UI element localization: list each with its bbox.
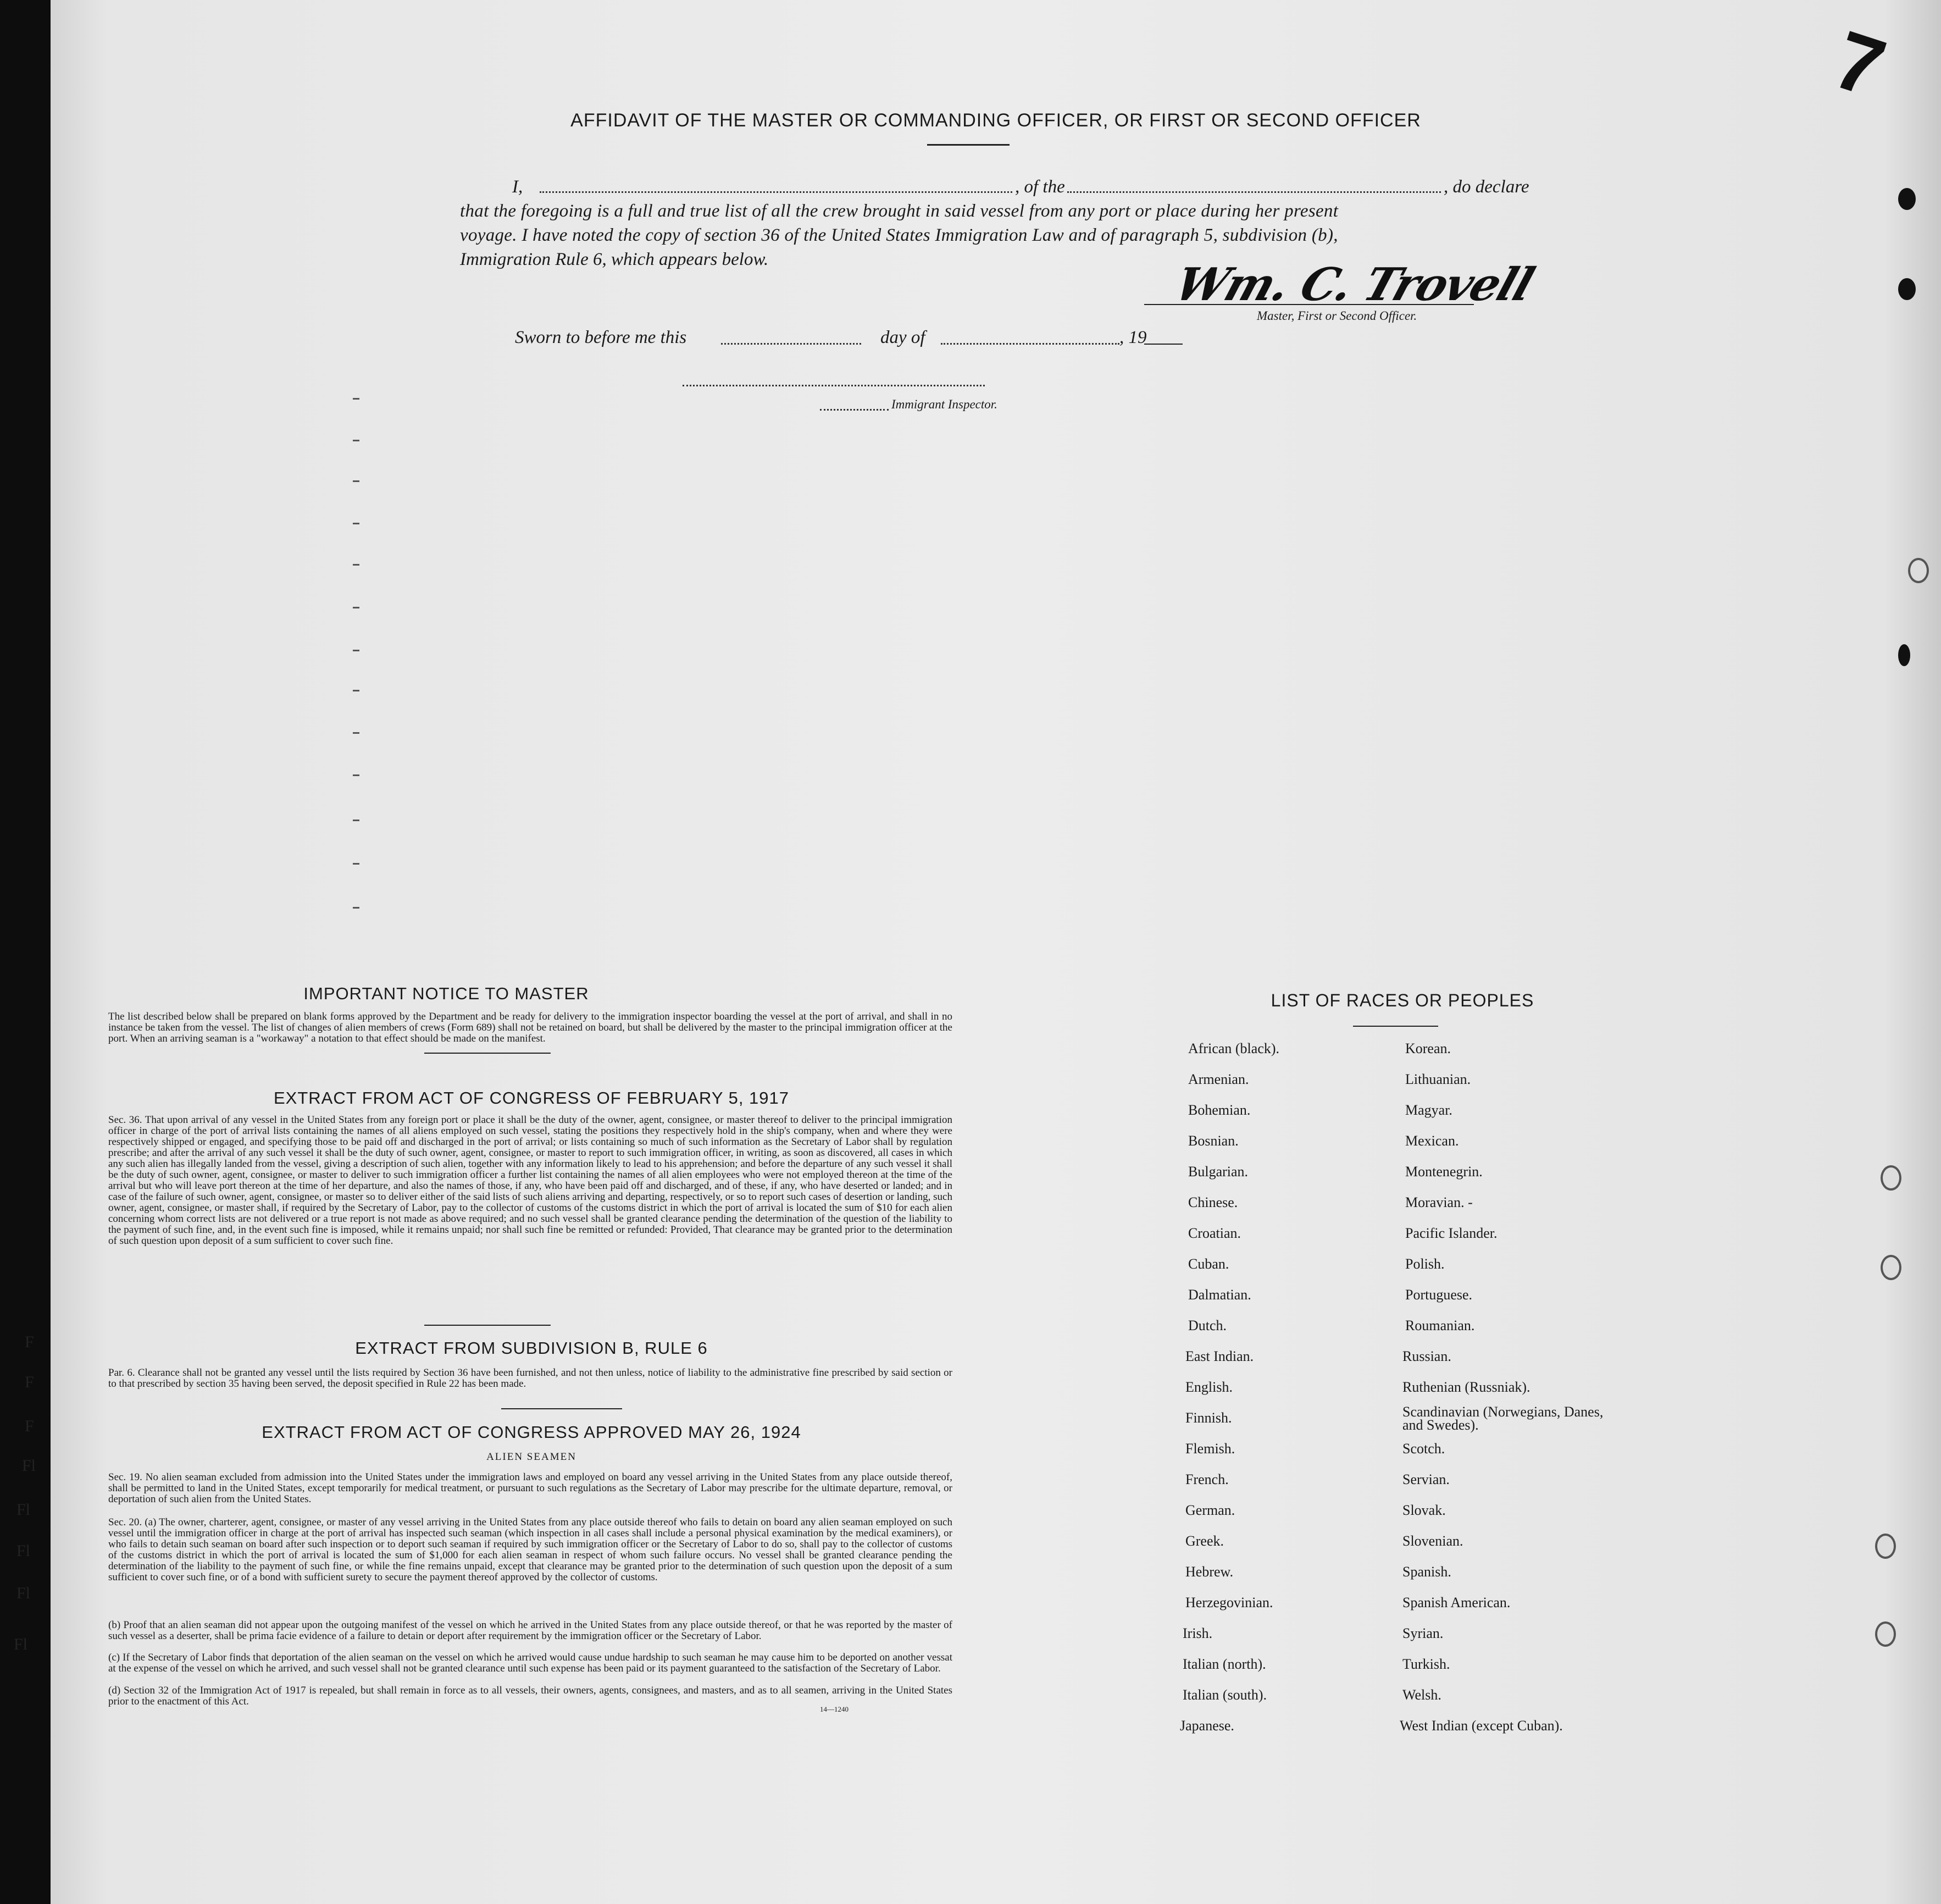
- race-item: Pacific Islander.: [1405, 1225, 1498, 1241]
- extract-1924-sec19: Sec. 19. No alien seaman excluded from admission into the United States under the immigration laws and employed on board any vessel arriving in the United States from any place outside thereof, shall be permitted to land in the United States, except temporarily for medical treatment, or pursuant to such regulations as the Secretary of Labor may prescribe for the ultimate departure, removal, or deportation of such alien from the United States.: [108, 1471, 952, 1505]
- left-edge-mark: Fl: [14, 1635, 28, 1653]
- left-edge-mark: Fl: [16, 1542, 31, 1560]
- notice-title: IMPORTANT NOTICE TO MASTER: [303, 984, 589, 1003]
- race-item: Greek.: [1185, 1533, 1224, 1549]
- margin-tick: [353, 820, 359, 821]
- extract-1924-sec20a: Sec. 20. (a) The owner, charterer, agent, consignee, or master of any vessel arriving in the United States from any place outside thereof who fails to detain on board any alien seaman employed on such vessel until the immigration officer in charge at the port of arrival has inspected such seaman (which inspection in all cases shall include a personal physical examination by the medical examiners), or who fails to detain such seaman on board after such inspection or to deport such seaman if required by such immigration officer or the Secretary of Labor to do so, shall pay to the collector of customs of the customs district in which the port of arrival is located the sum of $1,000 for each alien seaman in respect of whom such failure occurs. No vessel shall be granted clearance pending the determination of the liability to the payment of such fine, or while the fine remains unpaid, except that clearance may be granted prior to the determination of such question upon the deposit of a sum sufficient to cover such fine, or of a bond with sufficient surety to secure the payment thereof approved by the collector of customs.: [108, 1516, 952, 1583]
- race-item: Croatian.: [1188, 1225, 1241, 1241]
- extract-rule6-title: EXTRACT FROM SUBDIVISION B, RULE 6: [355, 1338, 708, 1358]
- margin-tick: [353, 440, 359, 441]
- race-item: East Indian.: [1185, 1348, 1254, 1364]
- master-name-blank: [540, 191, 1012, 193]
- sworn-date-blank: [721, 343, 861, 345]
- race-item: Hebrew.: [1185, 1564, 1234, 1580]
- day-of-label: day of: [880, 328, 925, 347]
- race-item: Bosnian.: [1188, 1133, 1239, 1149]
- binding-hole: [1898, 278, 1916, 300]
- left-edge-mark: F: [25, 1373, 34, 1391]
- margin-tick: [353, 650, 359, 651]
- signature-caption: Master, First or Second Officer.: [1257, 309, 1417, 323]
- master-signature: Wm. C. Trovell: [1168, 258, 1540, 311]
- race-item: French.: [1185, 1471, 1229, 1487]
- race-item: Bulgarian.: [1188, 1164, 1249, 1180]
- race-item: Japanese.: [1180, 1718, 1234, 1734]
- year-label: , 19: [1119, 328, 1147, 347]
- margin-tick: [353, 607, 359, 608]
- extract-1924-sec20d: (d) Section 32 of the Immigration Act of 1917 is repealed, but shall remain in force as to all vessels, their owners, agents, consignees, and masters, and as to all seamen, arriving in the United States prior to the enactment of this Act.: [108, 1685, 952, 1707]
- inspector-signature-blank: [683, 385, 985, 386]
- extract-1917-title: EXTRACT FROM ACT OF CONGRESS OF FEBRUARY 5, 1917: [273, 1088, 790, 1108]
- margin-tick: [353, 523, 359, 524]
- race-item: Montenegrin.: [1405, 1164, 1483, 1180]
- margin-tick: [353, 690, 359, 691]
- binding-hole-ring: [1908, 558, 1929, 583]
- year-blank: [1144, 344, 1183, 345]
- race-item: Cuban.: [1188, 1256, 1229, 1272]
- race-item: Italian (south).: [1183, 1687, 1267, 1703]
- race-item: Servian.: [1402, 1471, 1450, 1487]
- race-item: Bohemian.: [1188, 1102, 1251, 1118]
- race-item: Spanish.: [1402, 1564, 1451, 1580]
- title-underline: [927, 144, 1010, 146]
- left-edge-mark: Fl: [22, 1457, 36, 1475]
- sworn-month-blank: [941, 343, 1119, 345]
- margin-tick: [353, 732, 359, 734]
- notice-text: The list described below shall be prepared on blank forms approved by the Department and be ready for delivery to the immigration inspector boarding the vessel at the port of arrival, and shall in no instance be taken from the vessel. The list of changes of alien members of crews (Form 689) shall not be retained on board, but shall be delivered by the master to the principal immigration officer at the port. When an arriving seaman is a "workaway" a notation to that effect should be made on the manifest.: [108, 1011, 952, 1044]
- affidavit-title: AFFIDAVIT OF THE MASTER OR COMMANDING OFFICER, OR FIRST OR SECOND OFFICER: [570, 110, 1421, 131]
- declaration-line-3: voyage. I have noted the copy of section 36 of the United States Immigration Law and of paragraph 5, subdivision (b),: [460, 225, 1338, 245]
- divider: [424, 1053, 551, 1054]
- race-item: Dutch.: [1188, 1318, 1227, 1333]
- race-item: Irish.: [1183, 1625, 1213, 1641]
- form-number: 14—1240: [820, 1705, 849, 1713]
- binding-hole-ring: [1875, 1621, 1896, 1647]
- declaration-i: I,: [512, 177, 523, 197]
- left-edge-mark: F: [25, 1417, 34, 1435]
- vessel-name-blank: [1067, 191, 1441, 193]
- race-item: Lithuanian.: [1405, 1071, 1471, 1087]
- margin-tick: [353, 907, 359, 909]
- races-title: LIST OF RACES OR PEOPLES: [1271, 990, 1534, 1010]
- margin-tick: [353, 863, 359, 865]
- signature-line: [1144, 304, 1474, 305]
- left-edge-mark: Fl: [16, 1584, 31, 1602]
- alien-seamen-subtitle: ALIEN SEAMEN: [486, 1451, 576, 1463]
- race-item: Dalmatian.: [1188, 1287, 1251, 1303]
- race-item: Italian (north).: [1183, 1656, 1266, 1672]
- extract-1917-text: Sec. 36. That upon arrival of any vessel in the United States from any foreign port or place it shall be the duty of the owner, agent, consignee, or master thereof to deliver to the principal immigration officer in charge of the port of arrival lists containing the names of all aliens employed on such vessel, stating the positions they respectively hold in the ship's company, when and where they were respectively shipped or engaged, and specifying those to be paid off and discharged in the port of arrival; or lists containing so much of such information as the Secretary of Labor shall by regulation prescribe; and after the arrival of any such vessel it shall be the duty of such owner, agent, consignee, or master to report to such immigration officer, in writing, as soon as discovered, all cases in which any such alien has illegally landed from the vessel, giving a description of such alien, together with any information likely to lead to his apprehension; and before the departure of any such vessel it shall be the duty of such owner, agent, consignee, or master to deliver to such immigration officer a further list containing the names of all alien employees who were not employed thereon at the time of the arrival but who will leave port thereon at the time of her departure, and also the names of those, if any, who have been paid off and discharged, and of these, if any, who have deserted or landed; and in case of the failure of such owner, agent, consignee, or master so to deliver either of the said lists of such aliens arriving and departing, respectively, or so to report such cases of desertion or landing, such owner, agent, consignee, or master shall, if required by the Secretary of Labor, pay to the collector of customs of the customs district in which the port of arrival is located the sum of $10 for each alien concerning whom correct lists are not delivered or a true report is not made as above required; and no such vessel shall be granted clearance pending the determination of the question of the liability to the payment of such fine, and, in the event such fine is imposed, while it remains unpaid; nor shall such fine be remitted or refunded: Provided, That clearance may be granted prior to the determination of such question upon deposit of a sum sufficient to cover such fine.: [108, 1114, 952, 1247]
- race-item: Slovak.: [1402, 1502, 1446, 1518]
- inspector-prefix-blank: [820, 409, 889, 411]
- extract-rule6-text: Par. 6. Clearance shall not be granted any vessel until the lists required by Section 36 have been furnished, and not then unless, notice of liability to the administrative fine prescribed by said section or to that prescribed by section 35 having been served, the deposit specified in Rule 22 has been made.: [108, 1367, 952, 1390]
- race-item: Portuguese.: [1405, 1287, 1473, 1303]
- left-edge-mark: Fl: [16, 1501, 31, 1519]
- do-declare-label: , do declare: [1444, 177, 1529, 197]
- race-item: Welsh.: [1402, 1687, 1441, 1703]
- left-edge-mark: F: [25, 1333, 34, 1351]
- race-item: Chinese.: [1188, 1194, 1238, 1210]
- inspector-caption: Immigrant Inspector.: [891, 397, 997, 411]
- sworn-label: Sworn to before me this: [515, 328, 687, 347]
- race-item: African (black).: [1188, 1040, 1280, 1056]
- race-item: English.: [1185, 1379, 1233, 1395]
- margin-tick: [353, 564, 359, 566]
- race-item: Korean.: [1405, 1040, 1451, 1056]
- race-item: Magyar.: [1405, 1102, 1452, 1118]
- race-item: Finnish.: [1185, 1410, 1232, 1426]
- extract-1924-title: EXTRACT FROM ACT OF CONGRESS APPROVED MAY 26, 1924: [262, 1423, 801, 1442]
- race-item: Armenian.: [1188, 1071, 1249, 1087]
- binding-hole: [1898, 188, 1916, 210]
- extract-1924-sec20c: (c) If the Secretary of Labor finds that deportation of the alien seaman on the vessel on which he arrived would cause undue hardship to such seaman he may cause him to be deported on another vessat at the expense of the vessel on which he arrived, and such vessel shall not be granted clearance until such expense has been paid or its payment guaranteed to the satisfaction of the Secretary of Labor.: [108, 1652, 952, 1674]
- binding-hole-ring: [1881, 1255, 1901, 1280]
- race-item: Syrian.: [1402, 1625, 1444, 1641]
- declaration-line-4: Immigration Rule 6, which appears below.: [460, 250, 769, 269]
- race-item: Moravian. -: [1405, 1194, 1473, 1210]
- margin-tick: [353, 398, 359, 400]
- race-item: Mexican.: [1405, 1133, 1459, 1149]
- races-title-underline: [1353, 1026, 1438, 1027]
- race-item: Scotch.: [1402, 1441, 1445, 1457]
- corner-page-mark: 7: [1823, 13, 1896, 115]
- race-item: Ruthenian (Russniak).: [1402, 1379, 1530, 1395]
- of-the-label: , of the: [1015, 177, 1065, 197]
- race-item: Scandinavian (Norwegians, Danes, and Swedes).: [1402, 1404, 1604, 1433]
- race-item: Turkish.: [1402, 1656, 1450, 1672]
- declaration-line-2: that the foregoing is a full and true list of all the crew brought in said vessel from any port or place during her present: [460, 201, 1339, 221]
- binding-hole-ring: [1881, 1165, 1901, 1191]
- margin-tick: [353, 774, 359, 776]
- race-item: Flemish.: [1185, 1441, 1235, 1457]
- extract-1924-sec20b: (b) Proof that an alien seaman did not appear upon the outgoing manifest of the vessel on which he arrived in the United States from any place outside thereof, or that he was reported by the master of such vessel as a deserter, shall be prima facie evidence of a failure to detain or deport after requirement by the immigration officer or the Secretary of Labor.: [108, 1619, 952, 1642]
- divider: [424, 1325, 551, 1326]
- race-item: Herzegovinian.: [1185, 1595, 1273, 1610]
- race-item: Slovenian.: [1402, 1533, 1463, 1549]
- race-item: Spanish American.: [1402, 1595, 1511, 1610]
- race-item: Russian.: [1402, 1348, 1451, 1364]
- race-item: German.: [1185, 1502, 1235, 1518]
- divider: [501, 1408, 622, 1409]
- race-item: Polish.: [1405, 1256, 1445, 1272]
- binding-hole: [1898, 644, 1910, 666]
- binding-hole-ring: [1875, 1534, 1896, 1559]
- race-item: West Indian (except Cuban).: [1400, 1718, 1563, 1734]
- document-page: [51, 0, 1941, 1904]
- race-item: Roumanian.: [1405, 1318, 1475, 1333]
- margin-tick: [353, 480, 359, 482]
